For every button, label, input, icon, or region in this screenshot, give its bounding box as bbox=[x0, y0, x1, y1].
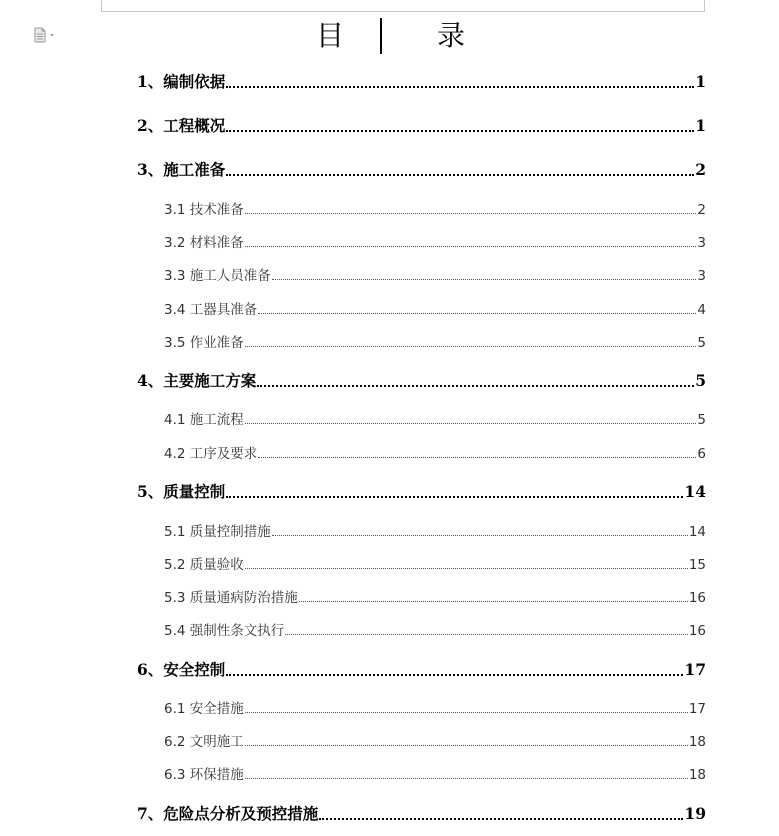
toc-entry-label: 6.1 安全措施 bbox=[164, 701, 244, 717]
toc-entry-label: 3.4 工器具准备 bbox=[164, 302, 258, 318]
toc-dot-leader bbox=[272, 279, 697, 280]
toc-entry-chapter[interactable] bbox=[137, 802, 706, 824]
toc-dot-leader bbox=[257, 385, 694, 387]
toc-dot-leader bbox=[226, 86, 694, 88]
toc-page-number: 14 bbox=[684, 482, 706, 501]
toc-entry-section[interactable] bbox=[164, 553, 706, 573]
toc-entry-section[interactable] bbox=[164, 198, 706, 218]
toc-page-number: 18 bbox=[688, 734, 706, 750]
toc-entry-section[interactable] bbox=[164, 619, 706, 639]
toc-dot-leader bbox=[258, 457, 696, 458]
toc-entry-section[interactable] bbox=[164, 520, 706, 540]
toc-page-number: 6 bbox=[697, 446, 706, 462]
toc-page-number: 4 bbox=[697, 302, 706, 318]
toc-dot-leader bbox=[245, 778, 688, 779]
toc-dot-leader bbox=[245, 213, 697, 214]
toc-page-number: 16 bbox=[688, 623, 706, 639]
toc-dot-leader bbox=[226, 496, 683, 498]
toc-dot-leader bbox=[272, 535, 688, 536]
toc-page-number: 3 bbox=[697, 235, 706, 251]
toc-entry-label: 5.3 质量通病防治措施 bbox=[164, 590, 298, 606]
toc-page-number: 1 bbox=[695, 116, 706, 135]
toc-entry-label: 3.3 施工人员准备 bbox=[164, 268, 271, 284]
toc-entry-chapter[interactable] bbox=[137, 70, 706, 92]
toc-entry-label: 6、安全控制 bbox=[137, 660, 226, 679]
toc-page-number: 5 bbox=[695, 371, 706, 390]
toc-entry-section[interactable] bbox=[164, 730, 706, 750]
toc-page-number: 19 bbox=[684, 804, 706, 823]
toc-dot-leader bbox=[258, 313, 696, 314]
toc-entry-section[interactable] bbox=[164, 231, 706, 251]
toc-page-number: 17 bbox=[684, 660, 706, 679]
toc-entry-chapter[interactable] bbox=[137, 369, 706, 391]
toc-entry-label: 5、质量控制 bbox=[137, 482, 226, 501]
toc-dot-leader bbox=[226, 674, 683, 676]
toc-entry-label: 7、危险点分析及预控措施 bbox=[137, 804, 319, 823]
toc-entry-section[interactable] bbox=[164, 763, 706, 783]
toc-dot-leader bbox=[299, 601, 688, 602]
toc-entry-chapter[interactable] bbox=[137, 658, 706, 680]
toc-entry-section[interactable] bbox=[164, 697, 706, 717]
toc-entry-chapter[interactable] bbox=[137, 158, 706, 180]
toc-entry-chapter[interactable] bbox=[137, 114, 706, 136]
toc-entry-chapter[interactable] bbox=[137, 480, 706, 502]
toc-entry-label: 6.2 文明施工 bbox=[164, 734, 244, 750]
toc-page-number: 2 bbox=[697, 202, 706, 218]
toc-entry-section[interactable] bbox=[164, 408, 706, 428]
toc-page-number: 16 bbox=[688, 590, 706, 606]
toc-page-number: 18 bbox=[688, 767, 706, 783]
toc-entry-label: 4.1 施工流程 bbox=[164, 412, 244, 428]
toc-entry-label: 4.2 工序及要求 bbox=[164, 446, 258, 462]
toc-page-number: 5 bbox=[697, 412, 706, 428]
toc-dot-leader bbox=[285, 634, 688, 635]
toc-entry-label: 5.4 强制性条文执行 bbox=[164, 623, 285, 639]
toc-dot-leader bbox=[226, 130, 694, 132]
toc-page-number: 3 bbox=[697, 268, 706, 284]
toc-entry-section[interactable] bbox=[164, 298, 706, 318]
toc-entry-label: 3.5 作业准备 bbox=[164, 335, 244, 351]
toc-dot-leader bbox=[245, 423, 697, 424]
toc-entry-section[interactable] bbox=[164, 331, 706, 351]
toc-entry-label: 3.1 技术准备 bbox=[164, 202, 244, 218]
toc-page-number: 1 bbox=[695, 72, 706, 91]
toc-entry-section[interactable] bbox=[164, 264, 706, 284]
toc-entry-label: 1、编制依据 bbox=[137, 72, 226, 91]
toc-page-number: 2 bbox=[695, 160, 706, 179]
toc-page-number: 14 bbox=[688, 524, 706, 540]
toc-dot-leader bbox=[319, 818, 683, 820]
toc-dot-leader bbox=[245, 712, 688, 713]
toc-entry-label: 3.2 材料准备 bbox=[164, 235, 244, 251]
toc-page-number: 5 bbox=[697, 335, 706, 351]
toc-entry-label: 4、主要施工方案 bbox=[137, 371, 257, 390]
toc-entry-section[interactable] bbox=[164, 586, 706, 606]
toc-page-number: 17 bbox=[688, 701, 706, 717]
toc-dot-leader bbox=[245, 346, 697, 347]
toc-dot-leader bbox=[245, 568, 688, 569]
toc-entry-section[interactable] bbox=[164, 442, 706, 462]
toc-entry-label: 2、工程概况 bbox=[137, 116, 226, 135]
toc-page-number: 15 bbox=[688, 557, 706, 573]
toc-entry-label: 5.2 质量验收 bbox=[164, 557, 244, 573]
toc-dot-leader bbox=[226, 174, 694, 176]
toc-entry-label: 6.3 环保措施 bbox=[164, 767, 244, 783]
page-title: 目 录 bbox=[316, 19, 507, 52]
toc-entry-label: 3、施工准备 bbox=[137, 160, 226, 179]
toc-dot-leader bbox=[245, 745, 688, 746]
toc-dot-leader bbox=[245, 246, 697, 247]
toc-entry-label: 5.1 质量控制措施 bbox=[164, 524, 271, 540]
